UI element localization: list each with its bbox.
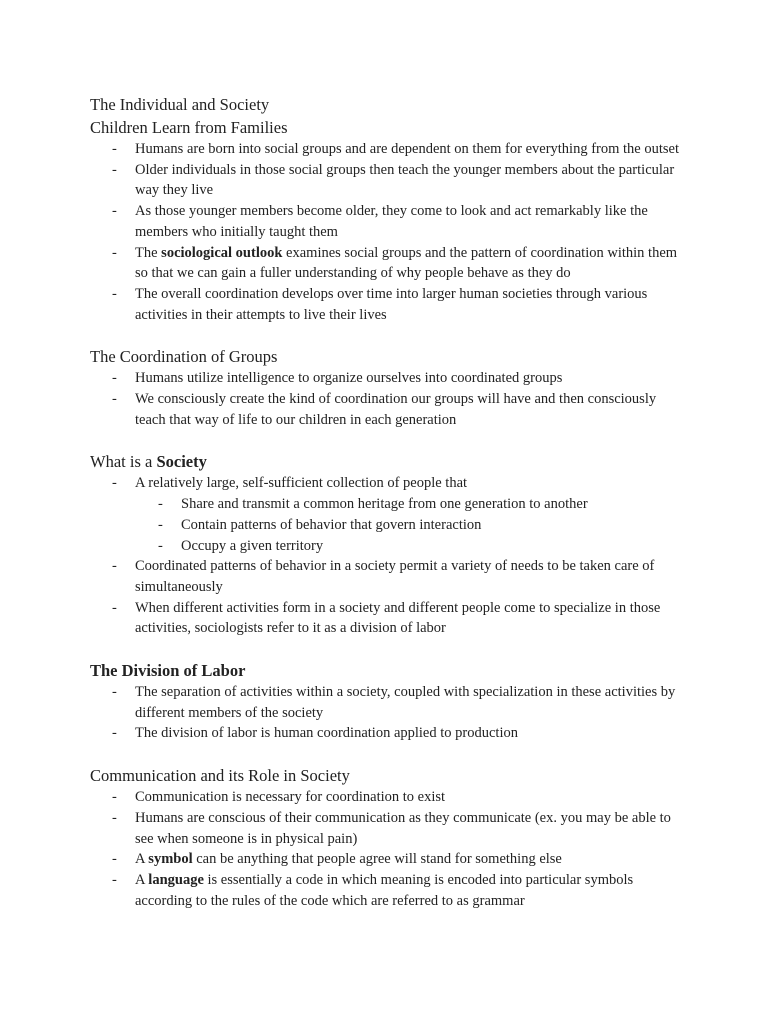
section-heading-children-learn: Children Learn from Families	[90, 118, 288, 137]
bullet-dash: -	[158, 496, 163, 513]
bullet-list	[90, 682, 690, 744]
sub-list-item: - Contain patterns of behavior that govern interaction	[90, 515, 690, 536]
list-item: - A symbol can be anything that people agree will stand for something else	[90, 849, 690, 870]
list-item: - Humans are born into social groups and are dependent on them for everything from the outset	[90, 139, 690, 160]
bullet-dash: -	[112, 285, 117, 302]
bullet-list	[90, 368, 690, 430]
bullet-dash: -	[112, 141, 117, 157]
list-item: - Communication is necessary for coordination to exist	[90, 787, 690, 808]
list-item: - The division of labor is human coordination applied to production	[90, 723, 690, 744]
bullet-list	[90, 139, 690, 325]
bullet-dash: -	[112, 851, 117, 868]
bullet-dash: -	[112, 684, 117, 701]
list-item: - Humans utilize intelligence to organize ourselves into coordinated groups	[90, 368, 690, 389]
list-item: - Coordinated patterns of behavior in a society permit a variety of needs to be taken care of simultaneously	[112, 558, 655, 595]
bullet-list	[90, 473, 690, 639]
term-sociological-outlook: sociological outlook	[161, 244, 283, 261]
bullet-dash: -	[158, 516, 163, 533]
list-item: - When different activities form in a society and different people come to specialize in those activities, sociologists refer to it as a division of labor	[112, 599, 661, 637]
section-heading-society: What is a Society	[90, 452, 207, 472]
list-item: - The sociological outlook examines social groups and the pattern of coordination within them so that we can gain a fuller understanding of why people behave as they do	[112, 244, 678, 282]
list-item: - The overall coordination develops over time into larger human societies through various activities in their attempts to live their lives	[112, 285, 648, 323]
bullet-dash: -	[112, 244, 117, 261]
list-item: - A relatively large, self-sufficient collection of people that	[90, 473, 690, 494]
bullet-list	[90, 787, 690, 911]
section-heading-division-of-labor: The Division of Labor	[90, 661, 246, 681]
bullet-dash: -	[112, 871, 117, 888]
sub-list-item: - Share and transmit a common heritage from one generation to another	[90, 494, 690, 515]
section-heading-coordination: The Coordination of Groups	[90, 347, 278, 367]
section-heading-communication: Communication and its Role in Society	[90, 766, 350, 786]
document-title: The Individual and Society	[90, 95, 270, 114]
bullet-dash: -	[112, 391, 117, 408]
document-body	[90, 93, 690, 911]
bullet-dash: -	[112, 809, 117, 826]
list-item: - A language is essentially a code in which meaning is encoded into particular symbols according to the rules of the code which are referred to as grammar	[112, 871, 634, 909]
term-language: language	[148, 871, 204, 888]
bullet-dash: -	[112, 161, 117, 178]
list-item: - The separation of activities within a society, coupled with specialization in these activities by different members of the society	[112, 684, 676, 721]
bullet-dash: -	[158, 537, 163, 554]
bullet-dash: -	[112, 599, 117, 616]
sub-list-item: - Occupy a given territory	[90, 536, 690, 557]
bullet-dash: -	[112, 725, 117, 742]
bullet-dash: -	[112, 475, 117, 492]
bullet-dash: -	[112, 558, 117, 575]
bullet-dash: -	[112, 203, 117, 220]
list-item: - We consciously create the kind of coordination our groups will have and then consciously teach that way of life to our children in each generation	[112, 391, 657, 428]
list-item: - Humans are conscious of their communication as they communicate (ex. you may be able to see when someone is in physical pain)	[112, 809, 671, 847]
bullet-dash: -	[112, 789, 117, 806]
term-symbol: symbol	[148, 851, 193, 868]
bullet-dash: -	[112, 370, 117, 387]
list-item: - Older individuals in those social groups then teach the younger members about the particular way they live	[112, 161, 675, 199]
list-item: - As those younger members become older, they come to look and act remarkably like the members who initially taught them	[112, 203, 648, 240]
